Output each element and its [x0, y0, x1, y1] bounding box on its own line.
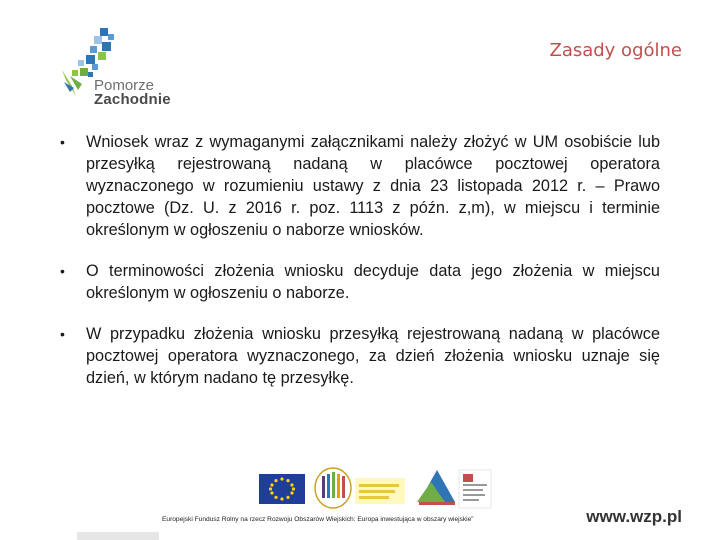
funding-text: Europejski Fundusz Rolny na rzecz Rozwoju Obszarów Wiejskich: Europa inwestująca w obszary wiejskie” [162, 516, 474, 523]
page-title: Zasady ogólne [549, 40, 682, 61]
bullet-item [60, 323, 660, 389]
bullet-list [60, 131, 660, 408]
bullet-item [60, 131, 660, 241]
website-url[interactable]: www.wzp.pl [586, 507, 682, 526]
bullet-symbol: • [60, 326, 65, 342]
bullet-text: W przypadku złożenia wniosku przesyłką rejestrowaną nadaną w placówce pocztowej operatora wyznaczonego, za dzień złożenia wniosku uznaje się dzień, w którym nadano tę przesyłkę. [86, 325, 660, 387]
bullet-item [60, 260, 660, 304]
bullet-text: O terminowości złożenia wniosku decyduje data jego złożenia w miejscu określonym w ogłoszeniu o naborze. [86, 262, 660, 302]
bullet-text: Wniosek wraz z wymaganymi załącznikami należy złożyć w UM osobiście lub przesyłką rejestrowaną nadaną w placówce pocztowej operatora wyznaczonego w rozumieniu ustawy z dnia 23 listopada 2012 r. – Prawo pocztowe (Dz. U. z 2016 r. poz. 1113 z późn. z,m), w miejscu i terminie określonym w ogłoszeniu o naborze wniosków. [86, 133, 660, 239]
bullet-symbol: • [60, 263, 65, 279]
prow-logo [417, 470, 455, 505]
bottom-decoration-bar [77, 532, 159, 540]
bullet-symbol: • [60, 134, 65, 150]
funding-logos [259, 466, 539, 516]
prow-program-logo [459, 470, 491, 508]
logo-text-zachodnie: Zachodnie [94, 91, 171, 108]
eu-flag-logo [259, 474, 305, 504]
leader-logo [315, 468, 351, 508]
ksow-logo [355, 478, 405, 504]
logo-text-pomorze: Pomorze [94, 77, 155, 94]
